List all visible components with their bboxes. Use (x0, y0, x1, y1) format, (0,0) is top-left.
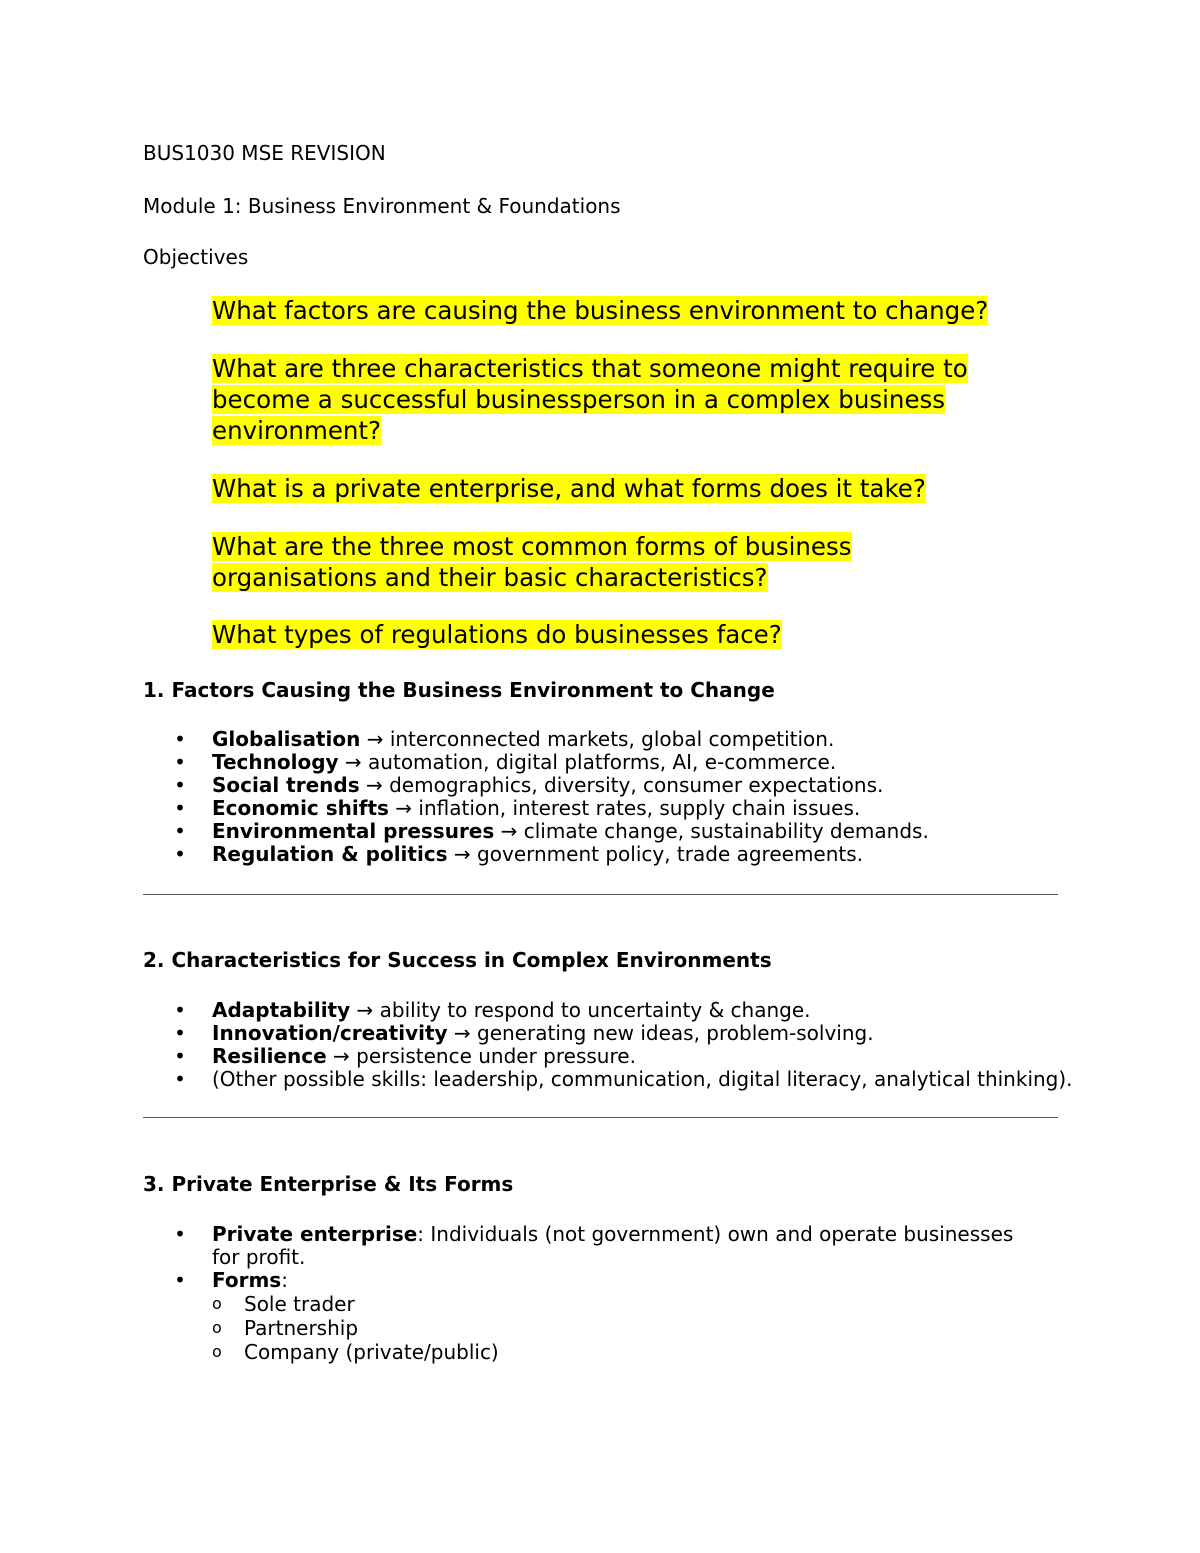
bullet-icon: • (174, 1222, 186, 1246)
item-term: Adaptability (212, 998, 351, 1022)
objective-3 (212, 473, 1072, 504)
sublist-item-text: Sole trader (244, 1292, 355, 1316)
circle-bullet-icon: o (212, 1318, 222, 1337)
item-term: Social trends (212, 773, 360, 797)
objective-2-line-3: environment? (212, 416, 382, 445)
objective-1-line-1: What factors are causing the business environment to change? (212, 296, 989, 325)
bullet-icon: • (174, 1044, 186, 1068)
bullet-icon: • (174, 727, 186, 751)
item-text: → government policy, trade agreements. (447, 842, 864, 866)
item-term: Forms (212, 1268, 282, 1292)
list-item (173, 999, 1073, 1022)
horizontal-divider (143, 894, 1058, 895)
item-term: Globalisation (212, 727, 361, 751)
objective-3-line-1: What is a private enterprise, and what forms does it take? (212, 474, 926, 503)
bullet-icon: • (174, 773, 186, 797)
sublist-item (173, 1316, 1043, 1340)
section-3-heading: 3. Private Enterprise & Its Forms (143, 1172, 514, 1196)
list-item (173, 797, 1073, 820)
item-text: → persistence under pressure. (326, 1044, 636, 1068)
item-text: → ability to respond to uncertainty & change. (350, 998, 811, 1022)
objective-5-line-1: What types of regulations do businesses face? (212, 620, 782, 649)
section-1-heading: 1. Factors Causing the Business Environment to Change (143, 678, 775, 702)
item-term: Economic shifts (212, 796, 389, 820)
item-term: Environmental pressures (212, 819, 495, 843)
circle-bullet-icon: o (212, 1294, 222, 1313)
bullet-icon: • (174, 1021, 186, 1045)
forms-sublist (173, 1292, 1043, 1364)
item-term: Technology (212, 750, 339, 774)
objective-5 (212, 619, 1072, 650)
item-text: : Individuals (not government) own and operate businesses for profit. (212, 1222, 1014, 1269)
item-term: Resilience (212, 1044, 327, 1068)
objectives-label: Objectives (143, 245, 249, 269)
list-item (173, 1269, 1043, 1292)
list-item (173, 728, 1073, 751)
module-title: Module 1: Business Environment & Foundations (143, 194, 621, 218)
horizontal-divider (143, 1117, 1058, 1118)
objective-2-line-2: become a successful businessperson in a complex business (212, 385, 946, 414)
list-item (173, 1223, 1043, 1269)
objective-4 (212, 531, 1072, 593)
item-term: Private enterprise (212, 1222, 418, 1246)
item-text: → generating new ideas, problem-solving. (447, 1021, 874, 1045)
objective-1 (212, 295, 1072, 326)
list-item (173, 1068, 1073, 1091)
list-item (173, 751, 1073, 774)
section-1-list (173, 728, 1073, 866)
item-term: Innovation/creativity (212, 1021, 448, 1045)
item-text: → interconnected markets, global competition. (360, 727, 835, 751)
item-text: (Other possible skills: leadership, communication, digital literacy, analytical thinking). (212, 1067, 1073, 1091)
bullet-icon: • (174, 842, 186, 866)
bullet-icon: • (174, 1268, 186, 1292)
sublist-item (173, 1340, 1043, 1364)
bullet-icon: • (174, 750, 186, 774)
bullet-icon: • (174, 819, 186, 843)
sublist-item-text: Partnership (244, 1316, 359, 1340)
section-2-list (173, 999, 1073, 1091)
bullet-icon: • (174, 1067, 186, 1091)
list-item (173, 774, 1073, 797)
bullet-icon: • (174, 796, 186, 820)
sublist-item-text: Company (private/public) (244, 1340, 499, 1364)
item-text: → climate change, sustainability demands. (494, 819, 929, 843)
section-2-heading: 2. Characteristics for Success in Complex Environments (143, 948, 772, 972)
circle-bullet-icon: o (212, 1342, 222, 1361)
objective-4-line-2: organisations and their basic characteristics? (212, 563, 768, 592)
objective-4-line-1: What are the three most common forms of business (212, 532, 852, 561)
item-term: Regulation & politics (212, 842, 448, 866)
item-text: → automation, digital platforms, AI, e-commerce. (338, 750, 837, 774)
sublist-item (173, 1292, 1043, 1316)
document-title: BUS1030 MSE REVISION (143, 141, 386, 165)
list-item (173, 843, 1073, 866)
item-text: : (281, 1268, 288, 1292)
bullet-icon: • (174, 998, 186, 1022)
list-item (173, 1045, 1073, 1068)
objective-2-line-1: What are three characteristics that someone might require to (212, 354, 968, 383)
section-3-list (173, 1223, 1043, 1364)
item-text: → demographics, diversity, consumer expectations. (359, 773, 884, 797)
list-item (173, 1022, 1073, 1045)
item-text: → inflation, interest rates, supply chain issues. (388, 796, 861, 820)
list-item (173, 820, 1073, 843)
objective-2 (212, 353, 1072, 446)
